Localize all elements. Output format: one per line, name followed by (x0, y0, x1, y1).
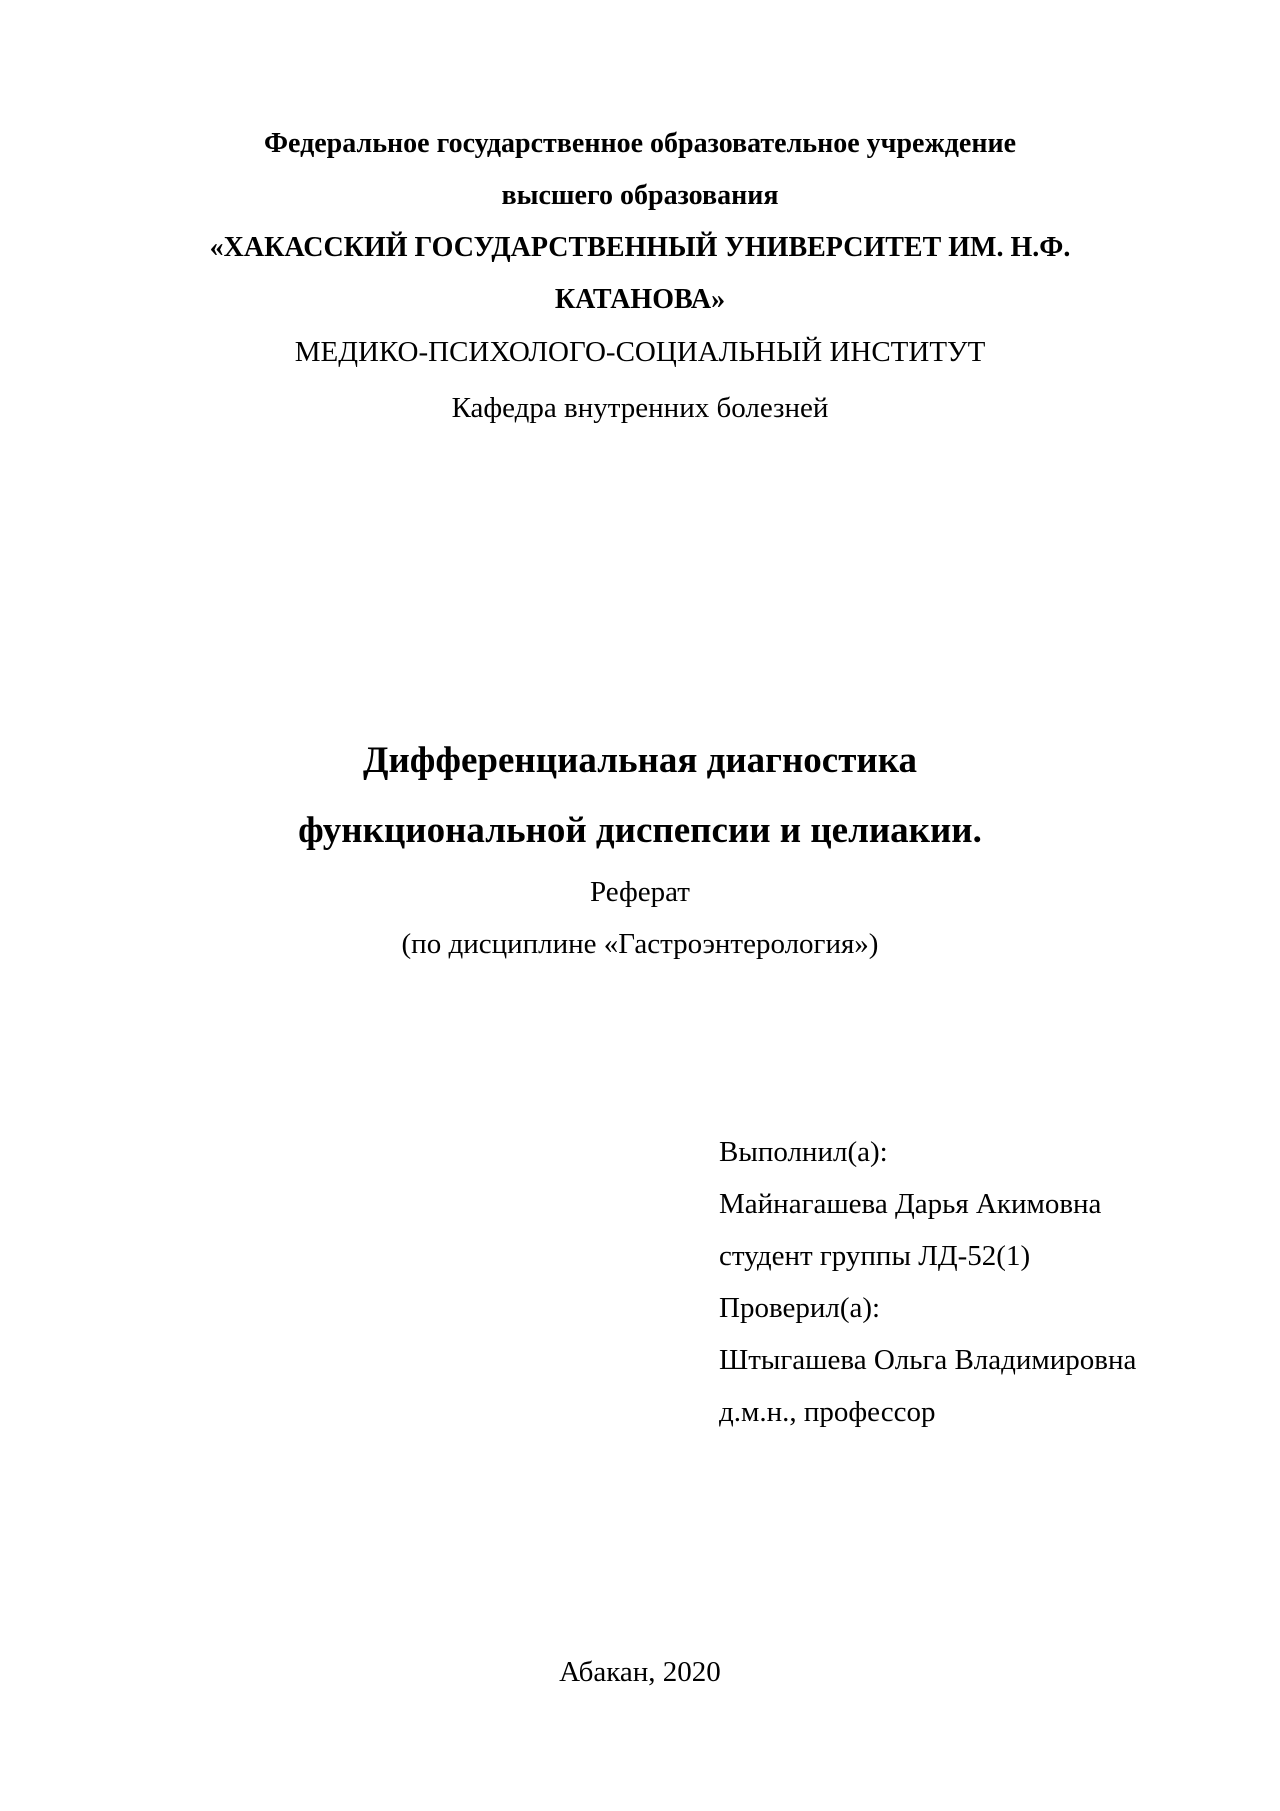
performed-by-label: Выполнил(а): (719, 1136, 888, 1168)
teacher-name: Штыгашева Ольга Владимировна (719, 1344, 1137, 1376)
checked-by-label: Проверил(а): (719, 1292, 881, 1324)
work-type: Реферат (590, 876, 690, 908)
student-name: Майнагашева Дарья Акимовна (719, 1188, 1102, 1220)
discipline-name: (по дисциплине «Гастроэнтерология») (401, 928, 879, 960)
institution-line-2: высшего образования (501, 180, 779, 211)
signature-block (719, 1126, 1239, 1438)
student-group: студент группы ЛД-52(1) (719, 1240, 1031, 1272)
work-title-line-1: Дифференциальная диагностика (363, 740, 917, 781)
work-title-line-2: функциональной диспепсии и целиакии. (298, 810, 982, 851)
work-title-block (140, 726, 1140, 970)
institution-line-1: Федеральное государственное образовательное учреждение (263, 128, 1017, 159)
department-name: Кафедра внутренних болезней (451, 392, 829, 424)
university-name-line-2: КАТАНОВА» (554, 284, 726, 315)
title-page-header (140, 118, 1140, 438)
university-name-line-1: «ХАКАССКИЙ ГОСУДАРСТВЕННЫЙ УНИВЕРСИТЕТ ИМ. Н.Ф. (209, 232, 1071, 263)
city-year: Абакан, 2020 (559, 1656, 721, 1688)
teacher-title: д.м.н., профессор (719, 1396, 936, 1428)
institute-name: МЕДИКО-ПСИХОЛОГО-СОЦИАЛЬНЫЙ ИНСТИТУТ (294, 336, 986, 368)
